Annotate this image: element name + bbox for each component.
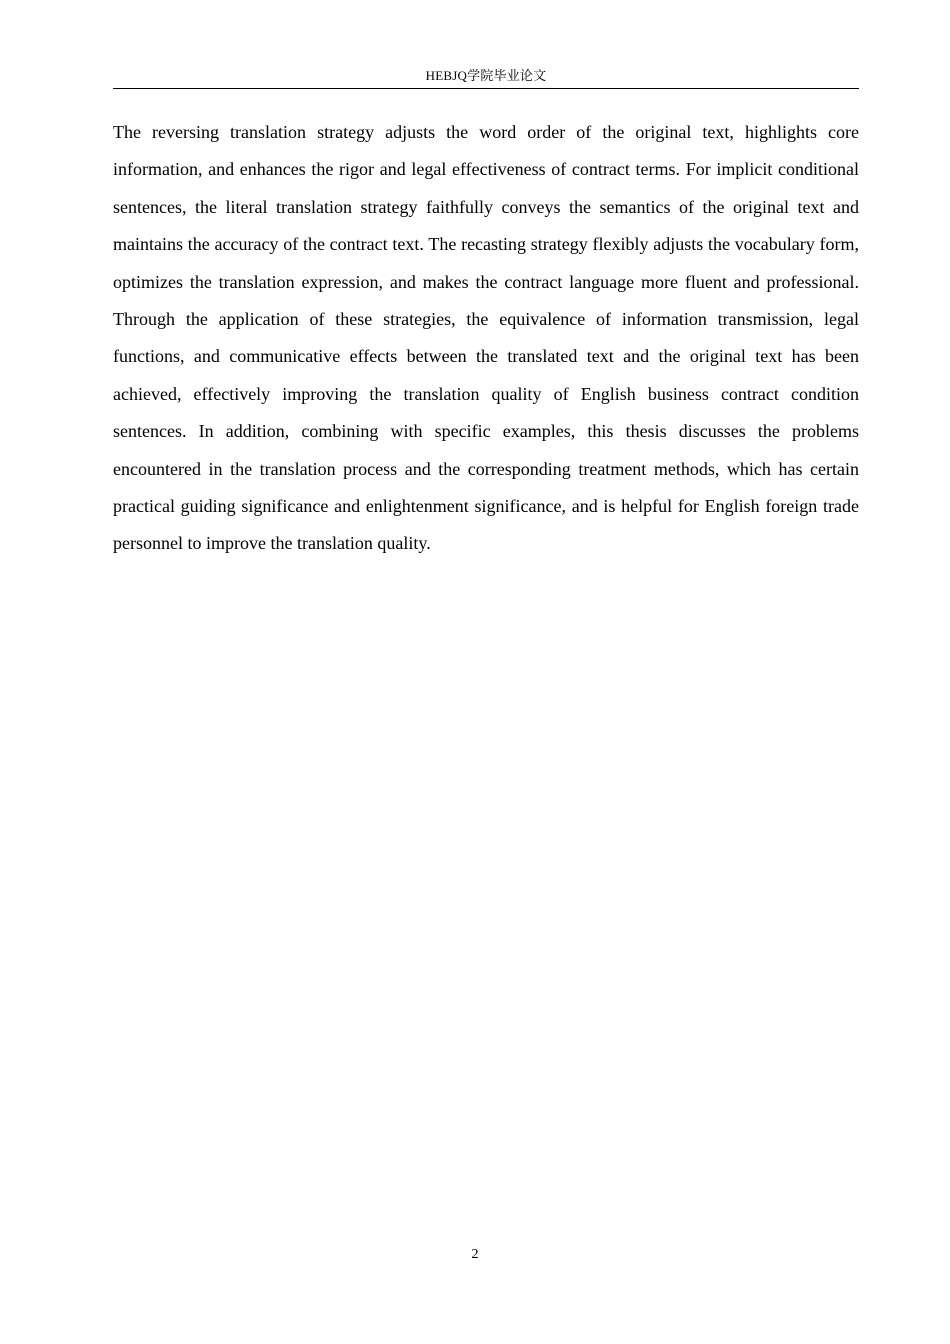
page-number: 2 <box>471 1247 479 1262</box>
running-header: HEBJQ学院毕业论文 <box>113 66 859 89</box>
body-paragraph: The reversing translation strategy adjusts the word order of the original text, highlights core information, and enhances the rigor and legal effectiveness of contract terms. For implicit conditional sentences, the literal translation strategy faithfully conveys the semantics of the original text and maintains the accuracy of the contract text. The recasting strategy flexibly adjusts the vocabulary form, optimizes the translation expression, and makes the contract language more fluent and professional. Through the application of these strategies, the equivalence of information transmission, legal functions, and communicative effects between the translated text and the original text has been achieved, effectively improving the translation quality of English business contract condition sentences. In addition, combining with specific examples, this thesis discusses the problems encountered in the translation process and the corresponding treatment methods, which has certain practical guiding significance and enlightenment significance, and is helpful for English foreign trade personnel to improve the translation quality. <box>113 122 859 554</box>
